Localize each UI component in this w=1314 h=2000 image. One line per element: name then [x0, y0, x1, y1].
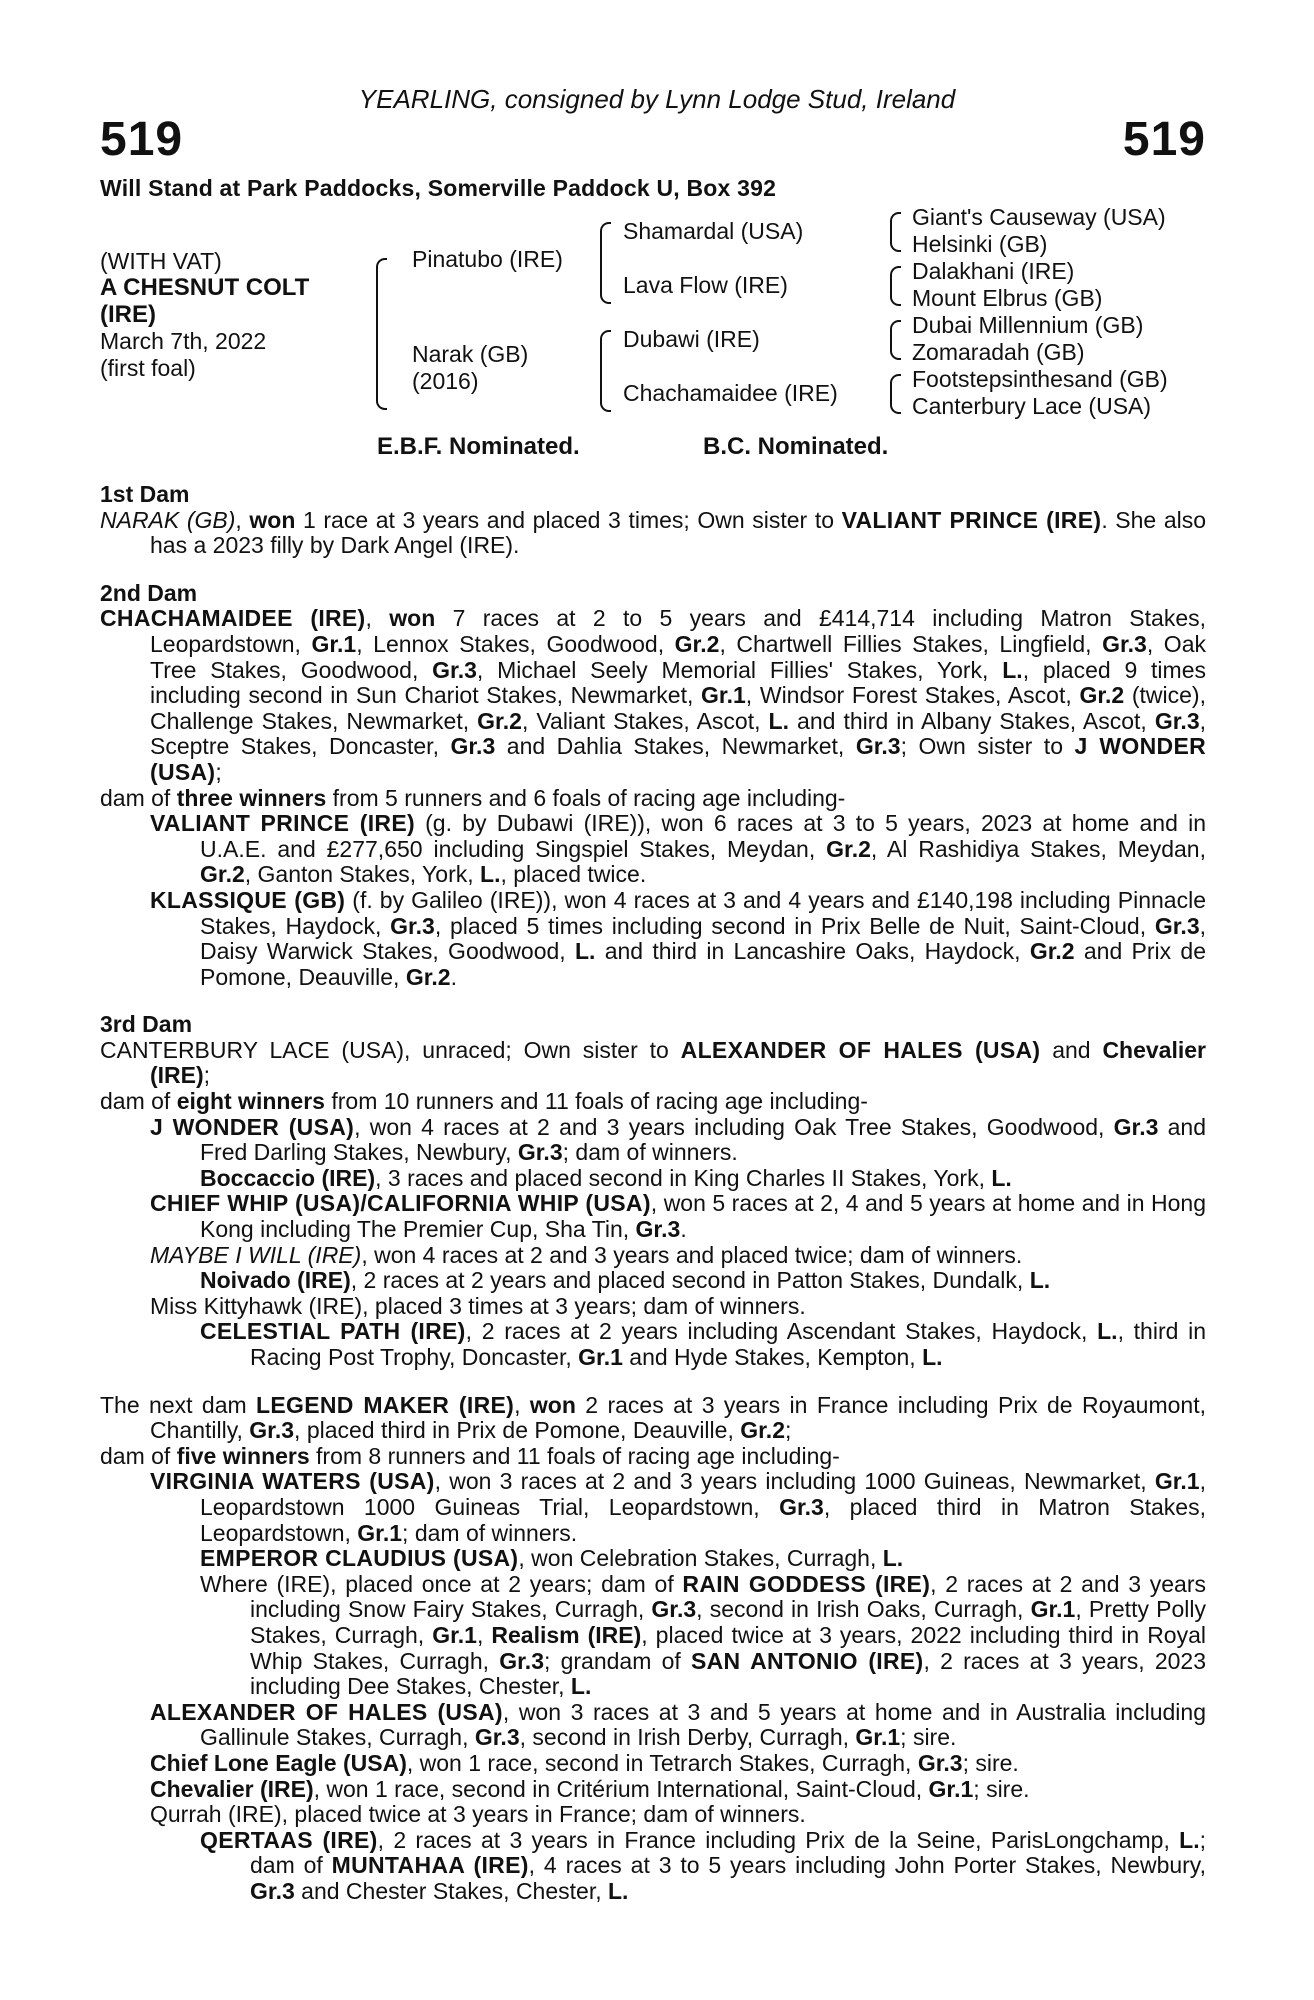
- pedigree-g3-6: Zomaradah (GB): [912, 339, 1085, 365]
- pedigree-g3-3: Dalakhani (IRE): [912, 258, 1075, 284]
- pedigree-notes: [100, 482, 1206, 1904]
- pedigree-paragraph: Noivado (IRE), 2 races at 2 years and placed second in Patton Stakes, Dundalk, L.: [200, 1267, 1051, 1294]
- foaling-date: March 7th, 2022: [100, 328, 267, 354]
- pedigree-g3-4: Mount Elbrus (GB): [912, 285, 1103, 311]
- pedigree-g3-2: Helsinki (GB): [912, 231, 1048, 257]
- pedigree-brace-g3-1: [890, 212, 901, 252]
- pedigree-paragraph: Boccaccio (IRE), 3 races and placed second in King Charles II Stakes, York, L.: [200, 1164, 1012, 1191]
- pedigree-paragraph: MAYBE I WILL (IRE), won 4 races at 2 and 3 years and placed twice; dam of winners.: [150, 1241, 1023, 1268]
- section-1: [100, 482, 1206, 559]
- pedigree-paragraph: Qurrah (IRE), placed twice at 3 years in France; dam of winners.: [150, 1801, 806, 1828]
- consignment-line: YEARLING, consigned by Lynn Lodge Stud, Ireland: [358, 84, 956, 114]
- pedigree-brace-g3-4: [890, 374, 901, 414]
- pedigree-paragraph: dam of three winners from 5 runners and 6 foals of racing age including-: [100, 784, 846, 811]
- pedigree-brace-g3-2: [890, 266, 901, 306]
- section-2: [100, 581, 1206, 991]
- pedigree-paragraph: VALIANT PRINCE (IRE) (g. by Dubawi (IRE)), won 6 races at 3 to 5 years, 2023 at home and in U.A.E. and £277,650 including Singspiel Stakes, Meydan, Gr.2, Al Rashidiya Stakes, Meydan, Gr.2, Ganton Stakes, York, L., placed twice.: [150, 810, 1207, 888]
- first-foal-note: (first foal): [100, 355, 196, 381]
- pedigree-paragraph: Chevalier (IRE), won 1 race, second in Critérium International, Saint-Cloud, Gr.1; sire.: [150, 1775, 1030, 1802]
- pedigree-paragraph: Chief Lone Eagle (USA), won 1 race, second in Tetrarch Stakes, Curragh, Gr.3; sire.: [150, 1749, 1019, 1776]
- pedigree-dam: Narak (GB): [412, 341, 529, 367]
- section-4: [100, 1393, 1206, 1905]
- pedigree-brace-dam-line: [600, 330, 611, 412]
- pedigree-g3-7: Footstepsinthesand (GB): [912, 366, 1168, 392]
- section-3: [100, 1012, 1206, 1370]
- pedigree-paragraph: CHACHAMAIDEE (IRE), won 7 races at 2 to 5 years and £414,714 including Matron Stakes, Leopardstown, Gr.1, Lennox Stakes, Goodwood, Gr.2, Chartwell Fillies Stakes, Lingfield, Gr.3, Oak Tree Stakes, Goodwood, Gr.3, Michael Seely Memorial Fillies' Stakes, York, L., placed 9 times including second in Sun Chariot Stakes, Newmarket, Gr.1, Windsor Forest Stakes, Ascot, Gr.2 (twice), Challenge Stakes, Newmarket, Gr.2, Valiant Stakes, Ascot, L. and third in Albany Stakes, Ascot, Gr.3, Sceptre Stakes, Doncaster, Gr.3 and Dahlia Stakes, Newmarket, Gr.3; Own sister to J WONDER (USA);: [100, 605, 1207, 785]
- pedigree-brace-g3-3: [890, 320, 901, 360]
- pedigree-paragraph: The next dam LEGEND MAKER (IRE), won 2 races at 3 years in France including Prix de Royaumont, Chantilly, Gr.3, placed third in Prix de Pomone, Deauville, Gr.2;: [100, 1391, 1206, 1444]
- stand-location: Will Stand at Park Paddocks, Somerville Paddock U, Box 392: [100, 175, 777, 201]
- vat-note: (WITH VAT): [100, 248, 222, 274]
- pedigree-paragraph: CELESTIAL PATH (IRE), 2 races at 2 years including Ascendant Stakes, Haydock, L., third in Racing Post Trophy, Doncaster, Gr.1 and Hyde Stakes, Kempton, L.: [200, 1318, 1207, 1370]
- pedigree-paragraph: KLASSIQUE (GB) (f. by Galileo (IRE)), won 4 races at 3 and 4 years and £140,198 including Pinnacle Stakes, Haydock, Gr.3, placed 5 times including second in Prix Belle de Nuit, Saint-Cloud, Gr.3, Daisy Warwick Stakes, Goodwood, L. and third in Lancashire Oaks, Haydock, Gr.2 and Prix de Pomone, Deauville, Gr.2.: [150, 886, 1207, 990]
- lot-number-right: 519: [1122, 113, 1206, 166]
- pedigree-paragraph: CANTERBURY LACE (USA), unraced; Own sister to ALEXANDER OF HALES (USA) and Chevalier (IRE);: [100, 1036, 1206, 1089]
- pedigree-brace-parents: [376, 258, 387, 410]
- bc-nomination: B.C. Nominated.: [703, 433, 889, 460]
- pedigree-g3-8: Canterbury Lace (USA): [912, 393, 1152, 419]
- pedigree-paragraph: Where (IRE), placed once at 2 years; dam of RAIN GODDESS (IRE), 2 races at 2 and 3 years including Snow Fairy Stakes, Curragh, Gr.3, second in Irish Oaks, Curragh, Gr.1, Pretty Polly Stakes, Curragh, Gr.1, Realism (IRE), placed twice at 3 years, 2022 including third in Royal Whip Stakes, Curragh, Gr.3; grandam of SAN ANTONIO (IRE), 2 races at 3 years, 2023 including Dee Stakes, Chester, L.: [200, 1570, 1206, 1700]
- section-heading: 3rd Dam: [100, 1011, 193, 1038]
- pedigree-paragraph: VIRGINIA WATERS (USA), won 3 races at 2 and 3 years including 1000 Guineas, Newmarket, Gr.1, Leopardstown 1000 Guineas Trial, Leopardstown, Gr.3, placed third in Matron Stakes, Leopardstown, Gr.1; dam of winners.: [150, 1468, 1206, 1546]
- horse-name: A CHESNUT COLT: [100, 274, 310, 301]
- section-heading: 2nd Dam: [100, 579, 198, 606]
- pedigree-paragraph: EMPEROR CLAUDIUS (USA), won Celebration Stakes, Curragh, L.: [200, 1545, 904, 1572]
- pedigree-paragraph: ALEXANDER OF HALES (USA), won 3 races at 3 and 5 years at home and in Australia including Gallinule Stakes, Curragh, Gr.3, second in Irish Derby, Curragh, Gr.1; sire.: [150, 1698, 1206, 1751]
- pedigree-paragraph: Miss Kittyhawk (IRE), placed 3 times at 3 years; dam of winners.: [150, 1292, 806, 1319]
- pedigree-paragraph: dam of eight winners from 10 runners and 11 foals of racing age including-: [100, 1088, 868, 1115]
- pedigree-brace-sire-line: [600, 222, 611, 304]
- pedigree-dam-year: (2016): [412, 368, 479, 394]
- section-heading: 1st Dam: [100, 481, 190, 507]
- horse-name-origin: (IRE): [100, 301, 156, 328]
- pedigree-dam-sire: Dubawi (IRE): [623, 326, 760, 352]
- pedigree-sire: Pinatubo (IRE): [412, 246, 563, 272]
- pedigree-paragraph: dam of five winners from 8 runners and 11 foals of racing age including-: [100, 1442, 840, 1469]
- pedigree-paragraph: J WONDER (USA), won 4 races at 2 and 3 years including Oak Tree Stakes, Goodwood, Gr.3 and Fred Darling Stakes, Newbury, Gr.3; dam of winners.: [150, 1113, 1207, 1166]
- pedigree-sire-dam: Lava Flow (IRE): [623, 272, 788, 298]
- ebf-nomination: E.B.F. Nominated.: [377, 433, 580, 460]
- pedigree-paragraph: QERTAAS (IRE), 2 races at 3 years in France including Prix de la Seine, ParisLongchamp, L.; dam of MUNTAHAA (IRE), 4 races at 3 to 5 years including John Porter Stakes, Newbury, Gr.3 and Chester Stakes, Chester, L.: [200, 1826, 1206, 1904]
- pedigree-dam-dam: Chachamaidee (IRE): [623, 380, 838, 406]
- pedigree-g3-5: Dubai Millennium (GB): [912, 312, 1144, 338]
- pedigree-g3-1: Giant's Causeway (USA): [912, 204, 1166, 230]
- pedigree-paragraph: CHIEF WHIP (USA)/CALIFORNIA WHIP (USA), won 5 races at 2, 4 and 5 years at home and in Hong Kong including The Premier Cup, Sha Tin, Gr.3.: [150, 1190, 1206, 1243]
- lot-number-left: 519: [100, 113, 184, 166]
- pedigree-sire-sire: Shamardal (USA): [623, 218, 804, 244]
- pedigree-paragraph: NARAK (GB), won 1 race at 3 years and placed 3 times; Own sister to VALIANT PRINCE (IRE). She also has a 2023 filly by Dark Angel (IRE).: [100, 506, 1207, 559]
